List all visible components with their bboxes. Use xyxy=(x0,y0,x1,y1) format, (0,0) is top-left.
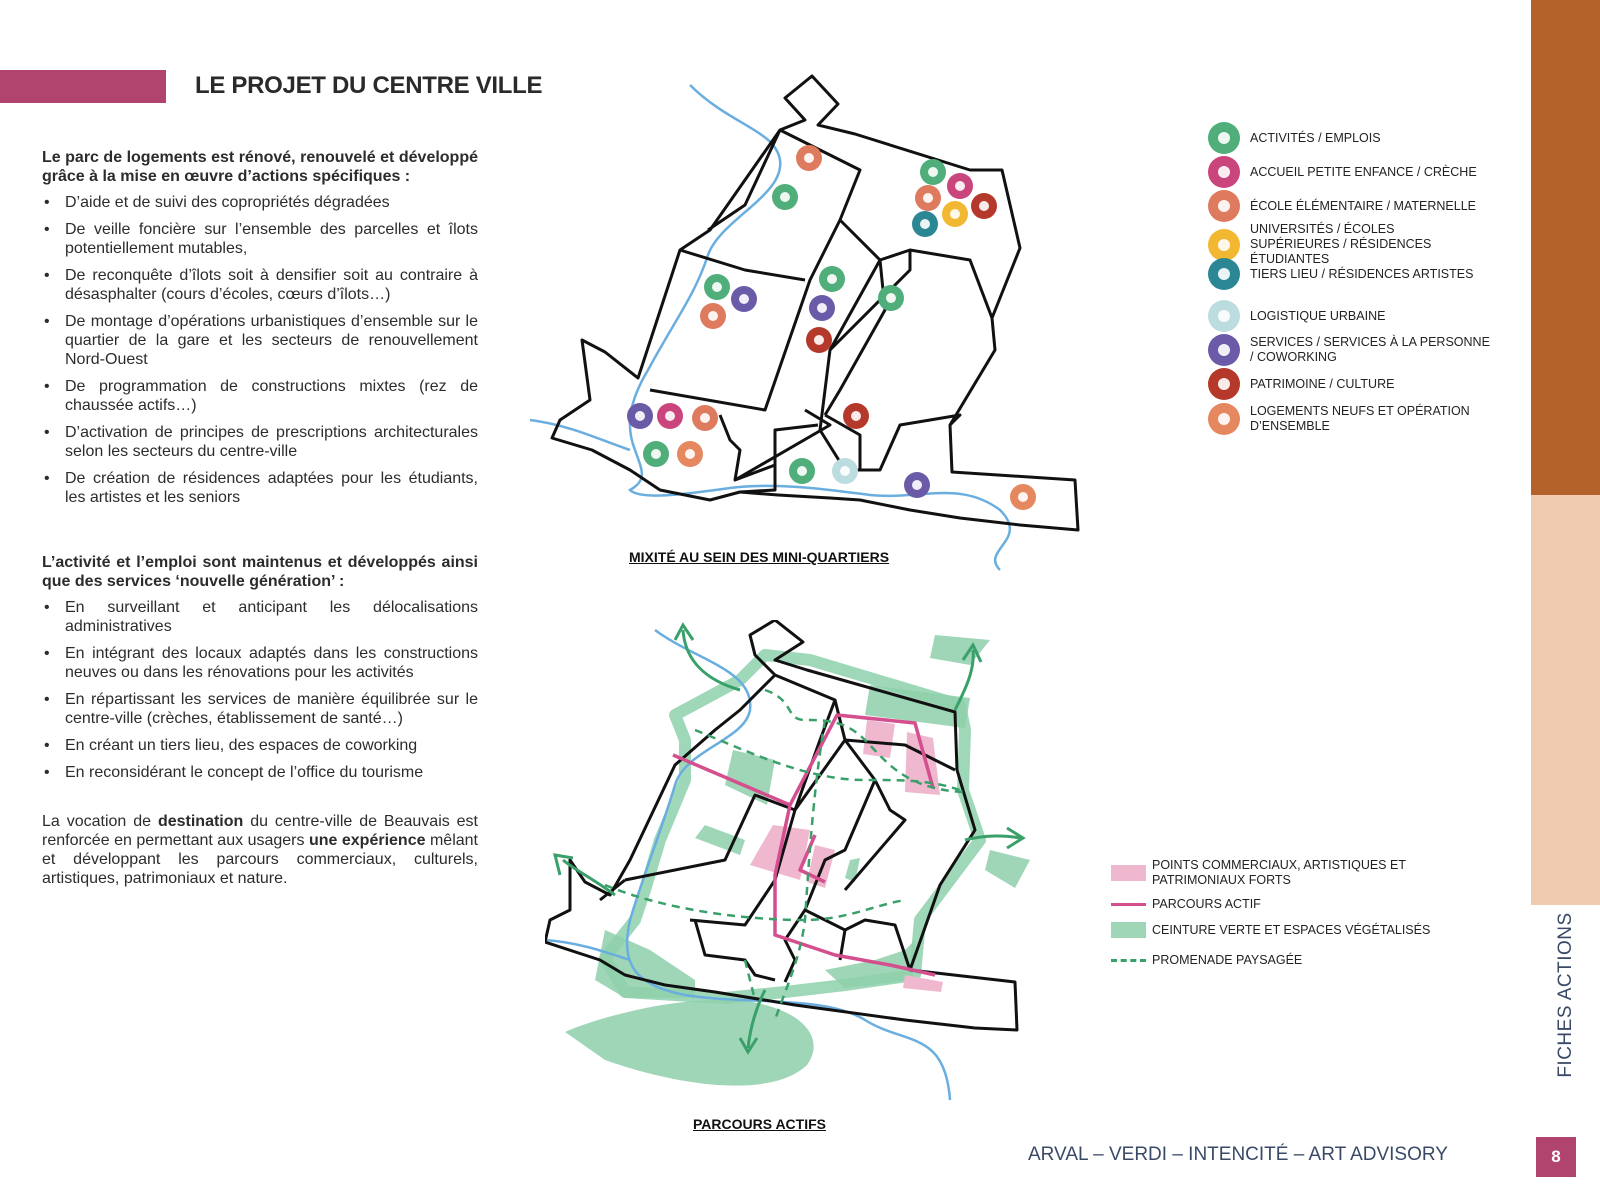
house-icon xyxy=(677,441,703,467)
section2-lead: L’activité et l’emploi sont maintenus et développés ainsi que des services ‘nouvelle génération’ : xyxy=(42,554,478,590)
map1-icons xyxy=(627,145,1036,510)
handshake-icon xyxy=(772,184,798,210)
legend-item-points-forts xyxy=(1111,858,1412,888)
pink-line-swatch xyxy=(1111,903,1146,906)
page-number: 8 xyxy=(1536,1137,1576,1177)
legend-item-activites xyxy=(1208,122,1381,154)
district-outline xyxy=(545,620,1017,1030)
school-child-icon xyxy=(796,145,822,171)
legend-label: LOGEMENTS NEUFS ET OPÉRATION D’ENSEMBLE xyxy=(1250,404,1470,433)
school-child-icon xyxy=(692,405,718,431)
green-dash-swatch xyxy=(1111,959,1146,962)
person-service-icon xyxy=(1208,334,1240,366)
legend-item-patrimoine xyxy=(1208,368,1394,400)
side-label: FICHES ACTIONS xyxy=(1555,912,1576,1078)
footer-credits: ARVAL – VERDI – INTENCITÉ – ART ADVISORY xyxy=(1028,1144,1448,1165)
monument-icon xyxy=(806,327,832,353)
map-parcours xyxy=(545,620,1065,1140)
map2-caption: PARCOURS ACTIFS xyxy=(693,1116,826,1132)
legend-item-ecole xyxy=(1208,190,1476,222)
section3-bold-2: une expérience xyxy=(308,832,426,849)
legend-label: POINTS COMMERCIAUX, ARTISTIQUES ET PATRIMONIAUX FORTS xyxy=(1152,858,1406,887)
school-child-icon xyxy=(915,185,941,211)
truck-icon xyxy=(1208,300,1240,332)
house-icon xyxy=(1010,484,1036,510)
legend-label: PARCOURS ACTIF xyxy=(1152,897,1261,911)
house-icon xyxy=(1208,403,1240,435)
truck-icon xyxy=(832,458,858,484)
palette-icon xyxy=(1208,258,1240,290)
section3-bold-1: destination xyxy=(157,813,244,830)
section2-list xyxy=(42,598,478,782)
legend-label: PROMENADE PAYSAGÉE xyxy=(1152,953,1303,967)
list-item: • De reconquête d’îlots soit à densifier soit au contraire à désasphalter (cours d’écoles, cœurs d’îlots…) xyxy=(42,266,478,304)
handshake-icon xyxy=(819,266,845,292)
legend-label: TIERS LIEU / RÉSIDENCES ARTISTES xyxy=(1250,266,1474,281)
title-accent-bar xyxy=(0,70,166,103)
legend-label: SERVICES / SERVICES À LA PERSONNE / COWORKING xyxy=(1250,335,1490,364)
section1-lead: Le parc de logements est rénové, renouvelé et développé grâce à la mise en œuvre d’actions spécifiques : xyxy=(42,149,478,185)
pink-area-swatch xyxy=(1111,865,1146,881)
list-item: • En intégrant des locaux adaptés dans les constructions neuves ou dans les rénovations pour les activités xyxy=(42,644,478,682)
list-item: • En créant un tiers lieu, des espaces de coworking xyxy=(42,736,478,755)
person-service-icon xyxy=(731,286,757,312)
legend-item-services xyxy=(1208,334,1490,366)
section3-paragraph xyxy=(42,812,478,888)
list-item: • D’aide et de suivi des copropriétés dégradées xyxy=(42,193,478,212)
section3-text-1: La vocation de xyxy=(42,813,158,830)
map1-caption: MIXITÉ AU SEIN DES MINI-QUARTIERS xyxy=(629,549,890,565)
legend-label: PATRIMOINE / CULTURE xyxy=(1250,376,1395,391)
handshake-icon xyxy=(1208,122,1240,154)
side-band-middle xyxy=(1531,495,1600,905)
handshake-icon xyxy=(704,274,730,300)
legend-item-creche xyxy=(1208,156,1477,188)
list-item: • En surveillant et anticipant les délocalisations administratives xyxy=(42,598,478,636)
person-service-icon xyxy=(627,403,653,429)
section3-text-2: du centre-ville de Beauvais est renforcée en permettant aux usagers xyxy=(42,813,479,849)
list-item: • De montage d’opérations urbanistiques d’ensemble sur le quartier de la gare et les secteurs de renouvellement Nord-Ouest xyxy=(42,312,478,369)
list-item: • De création de résidences adaptées pour les étudiants, les artistes et les seniors xyxy=(42,469,478,507)
monument-icon xyxy=(971,193,997,219)
map-mixite xyxy=(530,70,1110,590)
baby-icon xyxy=(1208,156,1240,188)
legend-item-logistique xyxy=(1208,300,1385,332)
legend-item-parcours-actif xyxy=(1111,897,1261,912)
list-item: • De programmation de constructions mixtes (rez de chaussée actifs…) xyxy=(42,377,478,415)
list-item: • En répartissant les services de manière équilibrée sur le centre-ville (crèches, établissement de santé…) xyxy=(42,690,478,728)
page-title: LE PROJET DU CENTRE VILLE xyxy=(195,72,543,99)
graduation-cap-icon xyxy=(1208,229,1240,261)
text-column xyxy=(42,148,478,888)
legend-label: UNIVERSITÉS / ÉCOLES SUPÉRIEURES / RÉSIDENCES ÉTUDIANTES xyxy=(1250,222,1432,266)
legend-label: CEINTURE VERTE ET ESPACES VÉGÉTALISÉS xyxy=(1152,922,1431,937)
legend-label: ACCUEIL PETITE ENFANCE / CRÈCHE xyxy=(1250,164,1477,179)
section1-list xyxy=(42,193,478,507)
legend-label: LOGISTIQUE URBAINE xyxy=(1250,308,1386,323)
legend-item-tiers-lieu xyxy=(1208,258,1473,290)
palette-icon xyxy=(912,211,938,237)
list-item: • D’activation de principes de prescriptions architecturales selon les secteurs du centre-ville xyxy=(42,423,478,461)
person-service-icon xyxy=(904,472,930,498)
person-service-icon xyxy=(809,295,835,321)
baby-icon xyxy=(947,173,973,199)
green-area-swatch xyxy=(1111,922,1146,938)
legend-label: ACTIVITÉS / EMPLOIS xyxy=(1250,130,1381,145)
legend-item-logements xyxy=(1208,403,1480,435)
handshake-icon xyxy=(789,458,815,484)
handshake-icon xyxy=(920,159,946,185)
handshake-icon xyxy=(878,285,904,311)
side-band-top xyxy=(1531,0,1600,495)
school-child-icon xyxy=(1208,190,1240,222)
handshake-icon xyxy=(643,441,669,467)
section3-text-3: mêlant et développant les parcours commerciaux, culturels, artistiques, patrimoniaux et nature. xyxy=(42,832,478,887)
monument-icon xyxy=(843,403,869,429)
school-child-icon xyxy=(700,303,726,329)
list-item: • De veille foncière sur l’ensemble des parcelles et îlots potentiellement mutables, xyxy=(42,220,478,258)
legend-item-promenade xyxy=(1111,953,1302,968)
graduation-cap-icon xyxy=(942,201,968,227)
legend-label: ÉCOLE ÉLÉMENTAIRE / MATERNELLE xyxy=(1250,198,1476,213)
monument-icon xyxy=(1208,368,1240,400)
legend-item-ceinture-verte xyxy=(1111,922,1430,938)
baby-icon xyxy=(657,403,683,429)
list-item: • En reconsidérant le concept de l’office du tourisme xyxy=(42,763,478,782)
